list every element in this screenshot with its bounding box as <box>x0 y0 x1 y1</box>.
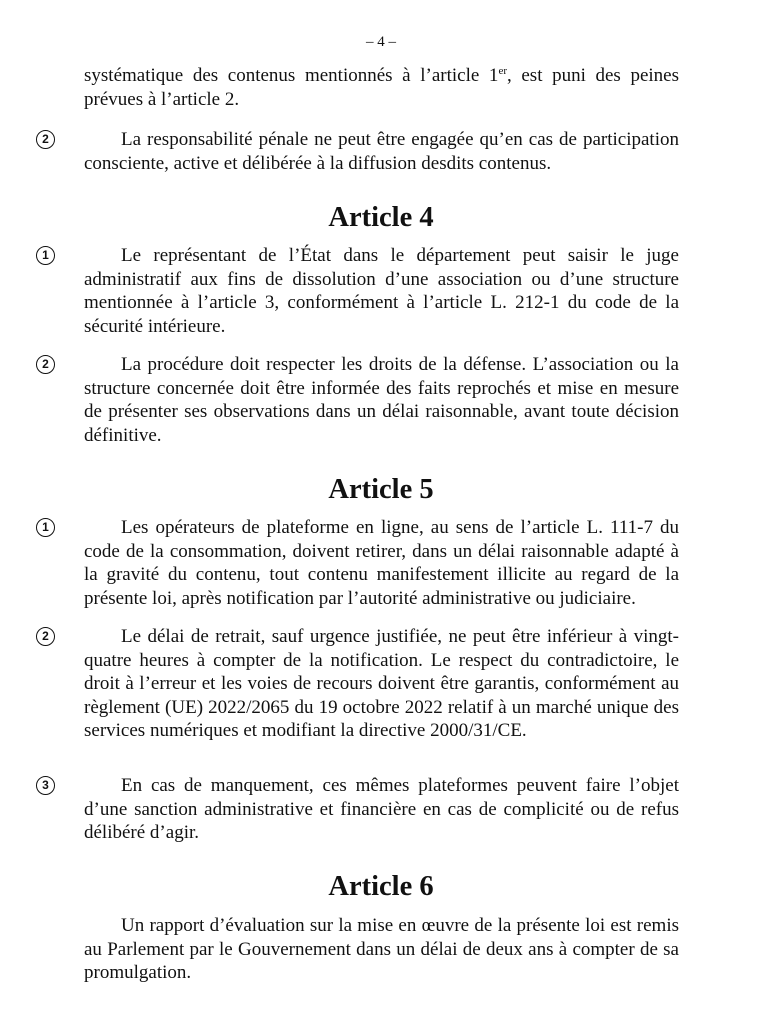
alinea-number-1: 1 <box>36 518 55 537</box>
article-4-alinea-2: La procédure doit respecter les droits de la défense. L’association ou la structure concernée doit être informée des faits reprochés et mise en mesure de présenter ses observations dans un délai raisonnable, avant toute décision définitive. <box>84 354 679 446</box>
article-5-alinea-3: En cas de manquement, ces mêmes plateformes peuvent faire l’objet d’une sanction administrative et financière en cas de complicité ou de refus délibéré d’agir. <box>84 775 679 843</box>
article-6-heading: Article 6 <box>328 871 434 902</box>
article-4-alinea-1: Le représentant de l’État dans le département peut saisir le juge administratif aux fins de dissolution d’une association ou d’une structure mentionnée à l’article 3, conformément à l’article L. 212-1 du code de la sécurité intérieure. <box>84 245 679 337</box>
superscript-er: er <box>498 65 507 77</box>
alinea-number-3: 3 <box>36 776 55 795</box>
article-4-heading: Article 4 <box>328 202 434 233</box>
paragraph-continuation: systématique des contenus mentionnés à l’article 1er, est puni des peines prévues à l’article 2. <box>84 65 679 110</box>
alinea-number-2: 2 <box>36 130 55 149</box>
page-number: – 4 – <box>366 34 396 50</box>
alinea-number-1: 1 <box>36 246 55 265</box>
alinea-number-2: 2 <box>36 355 55 374</box>
article-3-alinea-2: La responsabilité pénale ne peut être engagée qu’en cas de participation consciente, active et délibérée à la diffusion desdits contenus. <box>84 129 679 174</box>
article-6-paragraph: Un rapport d’évaluation sur la mise en œuvre de la présente loi est remis au Parlement par le Gouvernement dans un délai de deux ans à compter de sa promulgation. <box>84 915 679 983</box>
article-5-alinea-2: Le délai de retrait, sauf urgence justifiée, ne peut être inférieur à vingt-quatre heures à compter de la notification. Le respect du contradictoire, le droit à l’erreur et les voies de recours doivent être garantis, conformément au règlement (UE) 2022/2065 du 19 octobre 2022 relatif à un marché unique des services numériques et modifiant la directive 2000/31/CE. <box>84 626 679 741</box>
article-5-heading: Article 5 <box>328 474 434 505</box>
article-5-alinea-1: Les opérateurs de plateforme en ligne, au sens de l’article L. 111-7 du code de la consommation, doivent retirer, dans un délai raisonnable adapté à la gravité du contenu, tout contenu manifestement illicite au regard de la présente loi, après notification par l’autorité administrative ou judiciaire. <box>84 517 679 609</box>
alinea-number-2: 2 <box>36 627 55 646</box>
